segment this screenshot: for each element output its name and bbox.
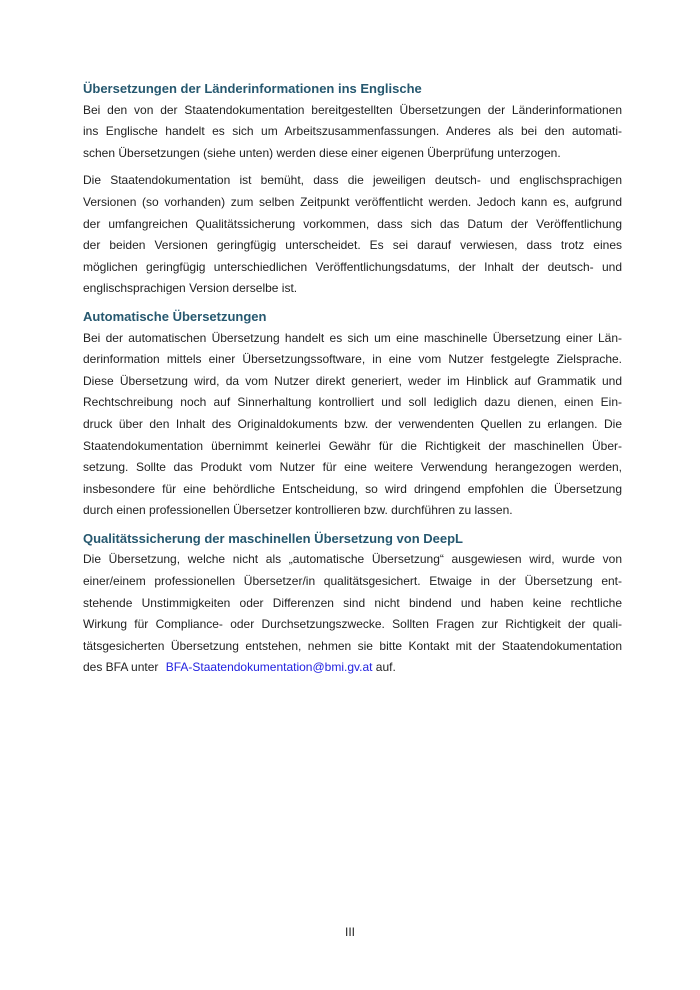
section-heading: Übersetzungen der Länderinformationen ins Englische [83, 81, 422, 96]
text-line: Bei den von der Staatendokumentation bereitgestellten Übersetzungen der Länderinformationen [83, 102, 622, 117]
document-section [83, 528, 622, 679]
paragraph [83, 549, 622, 679]
text-line: derinformation mittels einer Übersetzungssoftware, in eine vom Nutzer festgelegte Zielsprache. [83, 352, 622, 367]
text-line: setzung. Sollte das Produkt vom Nutzer für eine weitere Verwendung herangezogen werden, [83, 460, 622, 475]
text-line: Versionen (so vorhanden) zum selben Zeitpunkt veröffentlicht werden. Jedoch kann es, aufgrund [83, 194, 622, 209]
text-line: der beiden Versionen geringfügig unterscheidet. Es sei darauf verwiesen, dass trotz eines [83, 238, 622, 253]
text-line: insbesondere für eine behördliche Entscheidung, so wird dringend empfohlen die Übersetzung [83, 481, 622, 496]
document-section [83, 306, 622, 522]
document-content [83, 78, 622, 685]
section-heading: Qualitätssicherung der maschinellen Übersetzung von DeepL [83, 530, 463, 546]
text-line: Staatendokumentation übernimmt keinerlei Gewähr für die Richtigkeit der maschinellen Über- [83, 438, 622, 453]
page-footer [0, 922, 700, 944]
text-line: Diese Übersetzung wird, da vom Nutzer direkt generiert, weder im Hinblick auf Grammatik und [83, 373, 622, 388]
text-line: Wirkung für Compliance- oder Durchsetzungszwecke. Sollten Fragen zur Richtigkeit der quali- [83, 617, 622, 632]
text-line: Die Staatendokumentation ist bemüht, dass die jeweiligen deutsch- und englischsprachigen [83, 173, 622, 188]
paragraph [83, 328, 622, 522]
text-line: der umfangreichen Qualitätssicherung vorkommen, dass sich das Datum der Veröffentlichung [83, 216, 622, 231]
text-line [83, 657, 622, 679]
text-line: einer/einem professionellen Übersetzer/in qualitätsgesichert. Etwaige in der Übersetzung ent- [83, 574, 622, 589]
text-line: druck über den Inhalt des Originaldokuments bzw. der verwendenten Quellen zu erlangen. Die [83, 416, 622, 431]
section-heading: Automatische Übersetzungen [83, 308, 267, 324]
text-line: tätsgesicherten Übersetzung entstehen, nehmen sie bitte Kontakt mit der Staatendokumentation [83, 638, 622, 653]
text-span: auf. [372, 660, 396, 675]
text-span: des BFA unter [83, 660, 162, 675]
text-line: englischsprachigen Version derselbe ist. [83, 281, 298, 296]
text-line: Die Übersetzung, welche nicht als „automatische Übersetzung“ ausgewiesen wird, wurde von [83, 552, 622, 567]
page-number: III [344, 925, 355, 939]
text-line: durch einen professionellen Übersetzer kontrollieren bzw. durchführen zu lassen. [83, 503, 513, 518]
text-line: schen Übersetzungen (siehe unten) werden diese einer eigenen Überprüfung unterzogen. [83, 145, 561, 160]
text-line: stehende Unstimmigkeiten oder Differenzen sind nicht bindend und haben keine rechtliche [83, 595, 622, 610]
paragraph [83, 170, 622, 300]
text-line: möglichen geringfügig unterschiedlichen Veröffentlichungsdatums, der Inhalt der deutsch- und [83, 259, 622, 274]
email-link[interactable]: BFA-Staatendokumentation@bmi.gv.at [165, 660, 373, 675]
document-section [83, 78, 622, 300]
paragraph [83, 100, 622, 165]
text-line: Bei der automatischen Übersetzung handelt es sich um eine maschinelle Übersetzung einer Län- [83, 330, 622, 345]
text-line: ins Englische handelt es sich um Arbeitszusammenfassungen. Anderes als bei den automati- [83, 124, 622, 139]
text-line: Rechtschreibung noch auf Sinnerhaltung kontrolliert und soll lediglich dazu dienen, einen Ein- [83, 395, 622, 410]
